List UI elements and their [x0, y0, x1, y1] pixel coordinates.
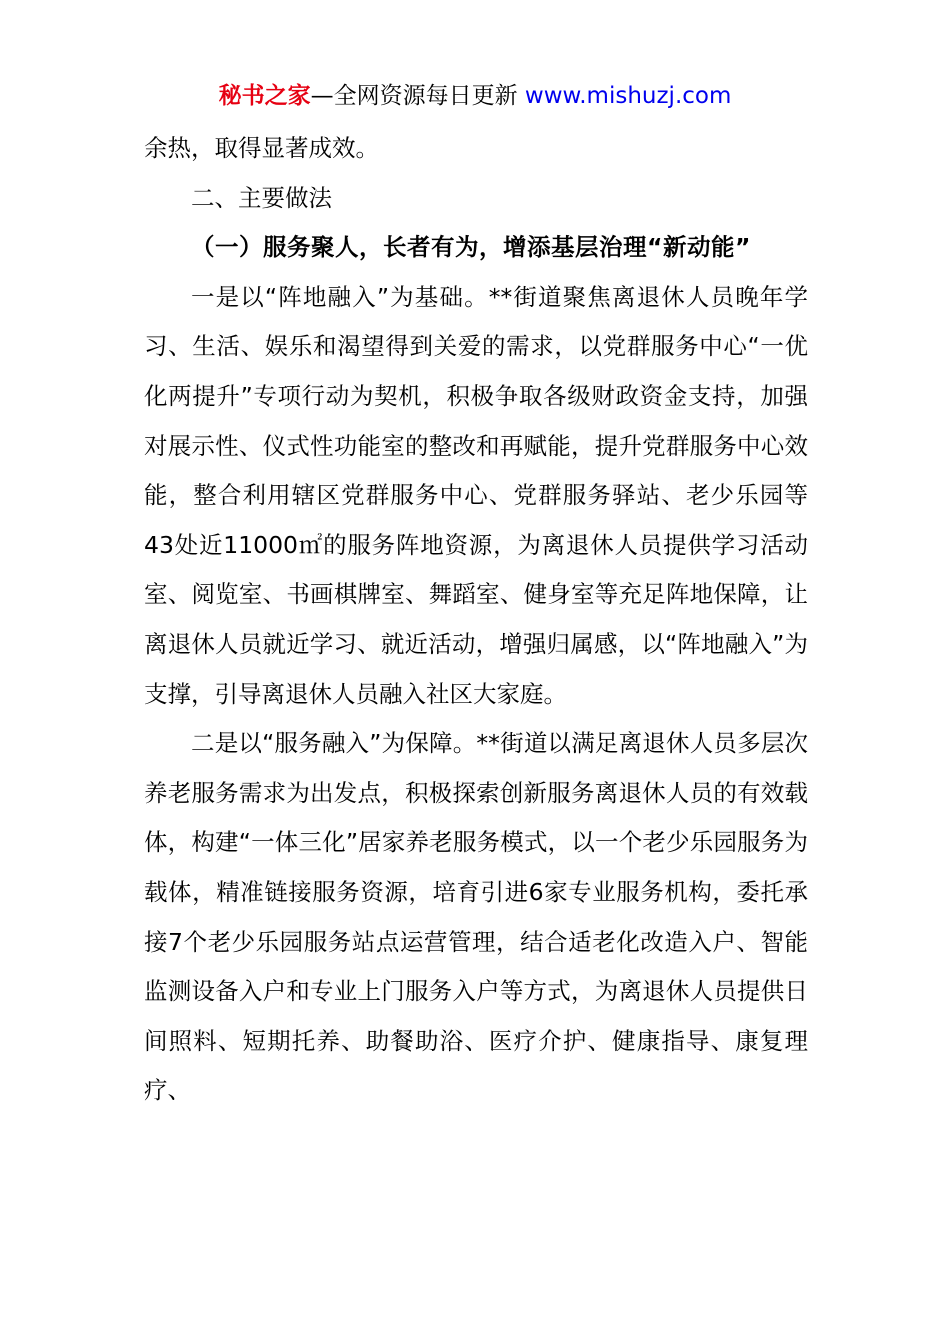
section-title: 二、主要做法 — [191, 183, 332, 212]
site-brand: 秘书之家 — [218, 83, 311, 109]
paragraph-service-integration: 二是以“服务融入”为保障。**街道以满足离退休人员多层次养老服务需求为出发点，积极探索创新服务离退休人员的有效载体，构建“一体三化”居家养老服务模式，以一个老少乐园服务为载体，精准链接服务资源，培育引进6家专业服务机构，委托承接7个老少乐园服务站点运营管理，结合适老化改造入户、智能监测设备入户和专业上门服务入户等方式，为离退休人员提供日间照料、短期托养、助餐助浴、医疗介护、健康指导、康复理疗、 — [144, 729, 808, 1105]
document-body — [144, 124, 808, 1116]
paragraph-continuation: 余热，取得显著成效。 — [144, 134, 379, 162]
paragraph-position-integration: 一是以“阵地融入”为基础。**街道聚焦离退休人员晚年学习、生活、娱乐和渴望得到关爱的需求，以党群服务中心“一优化两提升”专项行动为契机，积极争取各级财政资金支持，加强对展示性、仪式性功能室的整改和再赋能，提升党群服务中心效能，整合利用辖区党群服务中心、党群服务驿站、老少乐园等43处近11000㎡的服务阵地资源，为离退休人员提供学习活动室、阅览室、书画棋牌室、舞蹈室、健身室等充足阵地保障，让离退休人员就近学习、就近活动，增强归属感，以“阵地融入”为支撑，引导离退休人员融入社区大家庭。 — [144, 282, 808, 708]
subsection-heading: （一）服务聚人，长者有为，增添基层治理“新动能” — [191, 233, 751, 262]
site-tagline: —全网资源每日更新 — [310, 83, 525, 109]
site-url-link[interactable]: www.mishuzj.com — [524, 83, 732, 109]
site-header — [0, 80, 950, 112]
